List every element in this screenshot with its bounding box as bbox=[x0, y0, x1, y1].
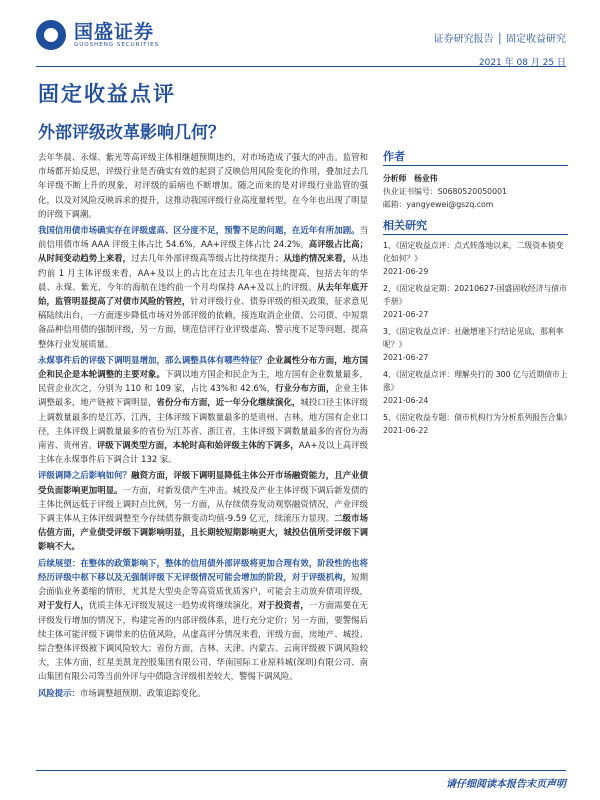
page-footer: 请仔细阅读本报告末页声明 bbox=[36, 770, 566, 790]
p4-text: 一方面，对新发债产生冲击。城投及产业主体评级下调后新发债的主体比例远低于评级上调时点比例，另一方面，从存续债券发动观察融资情况，产业评级下调主体从主体评级调整至今存续债券额变动均值-9.59 亿元，续滚压力显现。 bbox=[38, 484, 369, 524]
p3-heading: 永煤事件后的评级下调明显增加，那么调整具体有哪些特征？ bbox=[38, 354, 267, 365]
p5-text2: 优质主体无评级发展这一趋势或将继续演化， bbox=[88, 600, 259, 611]
section-title: 固定收益点评 bbox=[38, 82, 176, 106]
logo-en-text: GUOSHENG SECURITIES bbox=[74, 42, 160, 48]
p2-heading: 我国信用债市场确实存在评级虚高、区分度不足，预警不足的问题，在近年有所加剧。 bbox=[38, 225, 360, 236]
p3-text: 下调以地方国企和民企为主，地方国有企业数量最多，民营企业次之，分别为 110 和 109 家，占比 43%和 42.6%， bbox=[38, 369, 369, 394]
author-names: 分析师 杨业伟 bbox=[383, 174, 438, 183]
page-header bbox=[0, 0, 600, 70]
related-title: 4、《固定收益点评：理解央行的 300 亿与近期债市上涨》 bbox=[383, 370, 568, 392]
header-divider bbox=[36, 66, 566, 67]
related-date: 2021-06-27 bbox=[383, 353, 429, 362]
related-item[interactable] bbox=[383, 239, 568, 278]
p5-text: 短期会面临业务萎缩的情形，尤其是大型央企等高资质优质客户，可能会主动放弃债项评级， bbox=[38, 571, 369, 597]
paragraph-2 bbox=[38, 223, 368, 351]
p2-text: 当前信用债市场 AAA 评级主体占比 54.6%，AA+评级主体占比 24.2%。 bbox=[38, 225, 368, 250]
p4-bold2: 二级市场估值方面，产业债受评级下调影响明显，且长期较短期影响更大，城投估值所受评级下调影响不大。 bbox=[38, 513, 368, 552]
paragraph-4 bbox=[38, 468, 368, 553]
related-title: 2、《固定收益定期：20210627-国盛固收经济与债市手册》 bbox=[383, 284, 567, 306]
main-body bbox=[38, 150, 368, 702]
related-date: 2021-06-27 bbox=[383, 310, 429, 319]
p2-text4: 针对评级行业、债券评级的相关政策，征求意见稿陆续出台，一方面逐步降低市场对外部评级的依赖，接连取消企业债、公司债、中短票备品种信用债的强制评级，另一方面，规范信评行业评级虚高、警示度不足等问题，提高整体行业发展质量。 bbox=[38, 296, 369, 349]
related-title: 5、《固定收益专题：债市机构行为分析系列报告合集》 bbox=[383, 413, 572, 422]
related-item[interactable] bbox=[383, 282, 568, 321]
p3-text4: AA+及以上高评级主体在永煤事件后下调合计 132 家。 bbox=[38, 440, 368, 465]
p3-bold: 企业属性分布方面，地方国企和民企是本轮调整的主要对象。 bbox=[38, 354, 369, 380]
related-date: 2021-06-24 bbox=[383, 396, 429, 405]
p2-bold4: 从去年年底开始，监管明显提高了对债市风险的管控， bbox=[38, 281, 368, 307]
related-item[interactable] bbox=[383, 325, 568, 364]
risk-paragraph bbox=[38, 686, 368, 700]
logo-icon bbox=[36, 20, 66, 50]
p5-text3: 一方面需要在无评级发行增加的情况下，构建完善的内部评级体系，进行充分定价；另一方面，要警惕后续主体可能评级下调带来的估值风险，从虚高评分情况来看，评级方面，房地产、城投、综合整体评级被下调风险较大；省份方面，吉林、天津、内蒙古、云南评级被下调风险较大，主体方面，红星美凯龙控股集团有限公司、华南国际工业原料城(深圳)有限公司、南山集团有限公司等当前外评与中债隐含评级相差较大，警惕下调风险。 bbox=[38, 600, 369, 682]
p4-heading: 评级调降之后影响如何？ bbox=[38, 470, 132, 481]
doc-title: 外部评级改革影响几何？ bbox=[38, 123, 225, 143]
risk-text: 市场调整超预期、政策追踪变化。 bbox=[79, 687, 206, 698]
sidebar bbox=[383, 150, 572, 437]
report-type: 证券研究报告 │ 固定收益研究 bbox=[433, 34, 566, 45]
p2-text3: 从违约前 1 月主体评级来看，AA+及以上的占比在过去几年也在持续提高，包括去年的华晨、永煤、紫光，今年的海航在违约前一个月均保持 AA+及以上的评级。 bbox=[38, 253, 369, 292]
p3-text2: 企业主体调整最多，地产链被下调明显， bbox=[38, 383, 368, 408]
p3-bold3: 省份分布方面，近一年分化继续演化， bbox=[156, 397, 301, 408]
p3-bold2: 行业分布方面， bbox=[275, 383, 335, 394]
related-title: 3、《固定收益点评：社融增速下行结论见底，那利率呢？》 bbox=[383, 327, 564, 349]
p5-bold2: 对于发行人， bbox=[38, 600, 89, 611]
related-title: 1、《固定收益点评：点式转落地以来，二级资本债变化如何？》 bbox=[383, 241, 564, 263]
report-date: 2021 年 08 月 25 日 bbox=[478, 58, 566, 68]
logo-cn-text: 国盛证券 bbox=[74, 21, 155, 43]
related-item[interactable] bbox=[383, 411, 572, 437]
p2-bold2: 高评级占比高；从时间变动趋势上来看， bbox=[38, 239, 368, 264]
author-heading: 作者 bbox=[383, 150, 568, 166]
paragraph-3 bbox=[38, 353, 368, 467]
p5-bold3: 对于投资者， bbox=[258, 600, 309, 611]
company-logo bbox=[36, 20, 159, 50]
risk-label: 风险提示： bbox=[38, 687, 80, 698]
related-item[interactable] bbox=[383, 368, 568, 407]
p2-bold3: 从违约情况来看， bbox=[283, 253, 352, 264]
p2-text2: 过去几年外部评级高等级占比持续提升； bbox=[131, 253, 284, 264]
related-heading: 相关研究 bbox=[383, 219, 568, 235]
p3-text3: 城投口径主体评级上调数量最多的是江苏、江西，主体评级下调数量最多的是贵州、吉林。地方国有企业口径，主体评级上调数量最多的省份为江苏省、浙江省，主体评级下调数量最多的省份为海南省、贵州省。 bbox=[38, 397, 369, 451]
p5-heading: 后续展望：在整体的政策影响下，整体的信用债外部评级将更加合理有效，阶段性的也将经历评级中枢下移以及无强制评级下无评级情况可能会增加的阶段，对于评级机构， bbox=[38, 557, 368, 582]
paragraph-intro: 去年华晨、永煤、紫光等高评级主体相继超预期违约，对市场造成了强大的冲击。监管和市场都开始反思，评级行业是否确实有效的起到了反映信用风险变化的作用，叠加过去几年评级不断上升的现象，对评级的诟病也不断增加。随之而来的是对评级行业监管的强化，以及对风险反映诉求的提升，这推动我国评级行业高度量转型，在今年也出现了明显的评级下调潮。 bbox=[38, 152, 368, 219]
author-cert: 执业证书编号：S0680520050001 bbox=[383, 187, 508, 196]
related-date: 2021-06-29 bbox=[383, 267, 429, 276]
related-date: 2021-06-22 bbox=[383, 426, 429, 435]
author-email[interactable]: 邮箱：yangyewei@gszq.com bbox=[383, 200, 494, 209]
p4-bold: 融资方面，评级下调明显降低主体公开市场融资能力，且产业债受负面影响更加明显。 bbox=[38, 470, 369, 495]
paragraph-5 bbox=[38, 556, 368, 684]
p3-bold4: 评级下调类型方面，本轮时高和始评级主体的下调多， bbox=[96, 440, 299, 451]
